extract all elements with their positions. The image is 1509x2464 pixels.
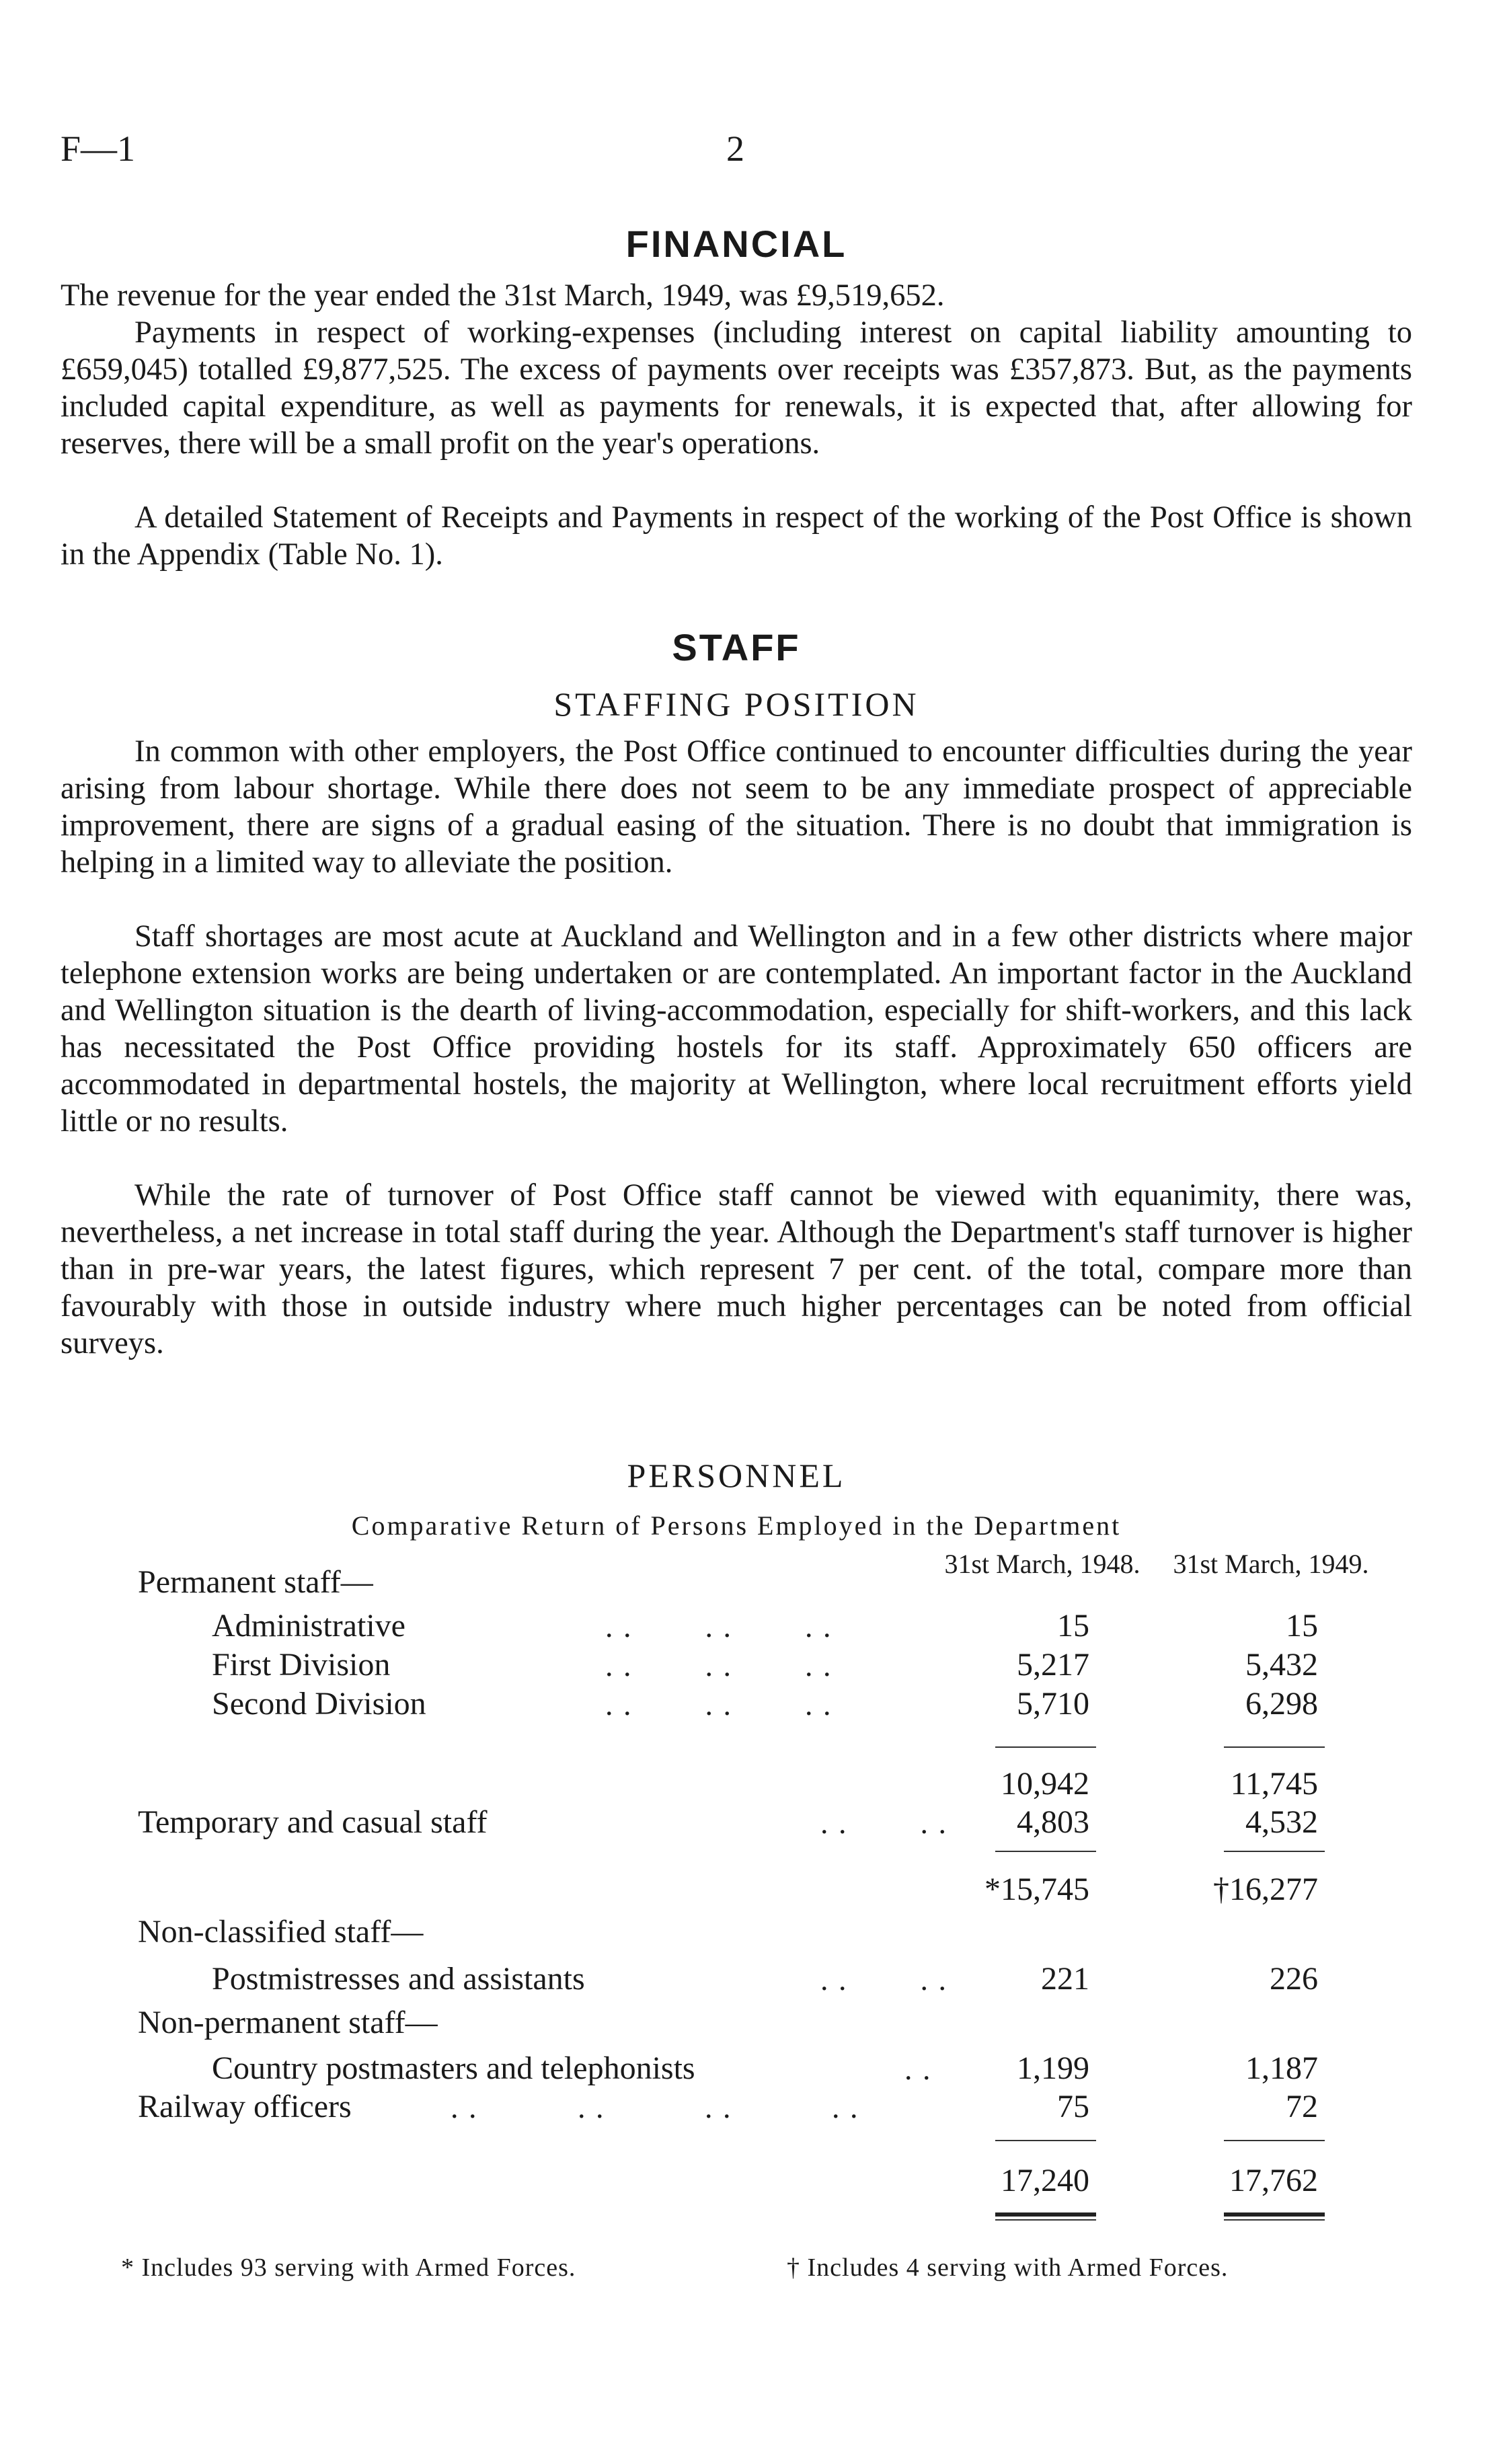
nonpermanent-staff-label: Non-permanent staff— xyxy=(138,2005,438,2040)
grand-total-1949: 17,762 xyxy=(1229,2163,1318,2198)
financial-paragraph-2: Payments in respect of working-expenses (including interest on capital liability amounting to £659,045) totalled £9,877,525. The excess of payments over receipts was £357,873. But, as the payments included capital expenditure, as well as payments for renewals, it is expected that, after allowing for reserves, there will be a small profit on the year's operations. xyxy=(61,315,1412,461)
total-rule-1949 xyxy=(1224,1851,1325,1852)
table-cell-1949: 6,298 xyxy=(1245,1686,1318,1722)
column-header-1948: 31st March, 1948. xyxy=(944,1549,1140,1579)
table-row-label: Second Division xyxy=(212,1686,426,1722)
nonclassified-staff-label: Non-classified staff— xyxy=(138,1914,424,1950)
table-cell-1949: 15 xyxy=(1286,1608,1318,1644)
table-cell-1949: 5,432 xyxy=(1245,1647,1318,1683)
double-rule-1949-lower xyxy=(1224,2219,1325,2221)
table-row-label: Administrative xyxy=(212,1608,405,1644)
subtotal-1948: 10,942 xyxy=(1001,1766,1089,1802)
leader-dots: . . . . . . xyxy=(605,1648,833,1683)
total-1948: *15,745 xyxy=(984,1872,1089,1907)
table-row-label: Temporary and casual staff xyxy=(138,1804,488,1840)
double-rule-1948-lower xyxy=(995,2219,1096,2221)
table-cell-1948: 15 xyxy=(1057,1608,1089,1644)
grand-total-rule-1949 xyxy=(1224,2140,1325,2141)
leader-dots: . . . . xyxy=(820,1806,947,1840)
permanent-staff-label: Permanent staff— xyxy=(138,1564,373,1600)
column-header-1949: 31st March, 1949. xyxy=(1173,1549,1369,1579)
financial-heading: FINANCIAL xyxy=(625,223,847,265)
subtotal-1949: 11,745 xyxy=(1230,1766,1318,1802)
page-number: 2 xyxy=(726,128,744,169)
table-row-label: Country postmasters and telephonists xyxy=(212,2050,695,2086)
table-cell-1949: 72 xyxy=(1286,2089,1318,2124)
table-cell-1948: 5,217 xyxy=(1017,1647,1089,1683)
table-cell-1948: 221 xyxy=(1041,1961,1089,1997)
document-code: F—1 xyxy=(61,128,136,169)
total-1949: †16,277 xyxy=(1213,1872,1318,1907)
subtotal-rule-1949 xyxy=(1224,1746,1325,1748)
total-rule-1948 xyxy=(995,1851,1096,1852)
staff-paragraph-1: In common with other employers, the Post Office continued to encounter difficulties during the year arising from labour shortage. While there does not seem to be any immediate prospect of appreciable improvement, there are signs of a gradual easing of the situation. There is no doubt that immigration is helping in a limited way to alleviate the position. xyxy=(61,734,1412,880)
table-cell-1949: 226 xyxy=(1270,1961,1318,1997)
double-rule-1949 xyxy=(1224,2212,1325,2217)
staff-paragraph-2: Staff shortages are most acute at Auckland and Wellington and in a few other districts where major telephone extension works are being undertaken or are contemplated. An important factor in the Auckland and Wellington situation is the dearth of living-accommodation, especially for shift-workers, and this lack has necessitated the Post Office providing hostels for its staff. Approximately 650 officers are accommodated in departmental hostels, the majority at Wellington, where local recruitment efforts yield little or no results. xyxy=(61,919,1412,1139)
grand-total-rule-1948 xyxy=(995,2140,1096,2141)
table-cell-1948: 75 xyxy=(1057,2089,1089,2124)
leader-dots: . . . . xyxy=(820,1962,947,1997)
double-rule-1948 xyxy=(995,2212,1096,2217)
staffing-position-subheading: STAFFING POSITION xyxy=(553,685,919,723)
financial-paragraph-1: The revenue for the year ended the 31st March, 1949, was £9,519,652. xyxy=(61,278,945,313)
table-cell-1948: 1,199 xyxy=(1017,2050,1089,2086)
leader-dots: . . . . . . . . xyxy=(451,2090,859,2124)
leader-dots: . . . . . . xyxy=(605,1687,833,1722)
table-row-label: Railway officers xyxy=(138,2089,352,2124)
leader-dots: . . xyxy=(904,2052,932,2086)
grand-total-1948: 17,240 xyxy=(1001,2163,1089,2198)
subtotal-rule-1948 xyxy=(995,1746,1096,1748)
financial-paragraph-3: A detailed Statement of Receipts and Payments in respect of the working of the Post Office is shown in the Appendix (Table No. 1). xyxy=(61,500,1412,572)
table-cell-1949: 4,532 xyxy=(1245,1804,1318,1840)
table-title: Comparative Return of Persons Employed in the Department xyxy=(351,1510,1122,1541)
personnel-heading: PERSONNEL xyxy=(627,1457,846,1494)
leader-dots: . . . . . . xyxy=(605,1609,833,1644)
table-row-label: Postmistresses and assistants xyxy=(212,1961,585,1997)
table-cell-1949: 1,187 xyxy=(1245,2050,1318,2086)
staff-heading: STAFF xyxy=(672,626,801,668)
table-cell-1948: 4,803 xyxy=(1017,1804,1089,1840)
footnote-armed-forces-1948: * Includes 93 serving with Armed Forces. xyxy=(121,2254,576,2282)
document-page xyxy=(61,0,1412,2464)
footnote-armed-forces-1949: † Includes 4 serving with Armed Forces. xyxy=(787,2254,1229,2282)
table-cell-1948: 5,710 xyxy=(1017,1686,1089,1722)
staff-paragraph-3: While the rate of turnover of Post Office staff cannot be viewed with equanimity, there was, nevertheless, a net increase in total staff during the year. Although the Department's staff turnover is higher than in pre-war years, the latest figures, which represent 7 per cent. of the total, compare more than favourably with those in outside industry where much higher percentages can be noted from official surveys. xyxy=(61,1178,1412,1360)
table-row-label: First Division xyxy=(212,1647,391,1683)
